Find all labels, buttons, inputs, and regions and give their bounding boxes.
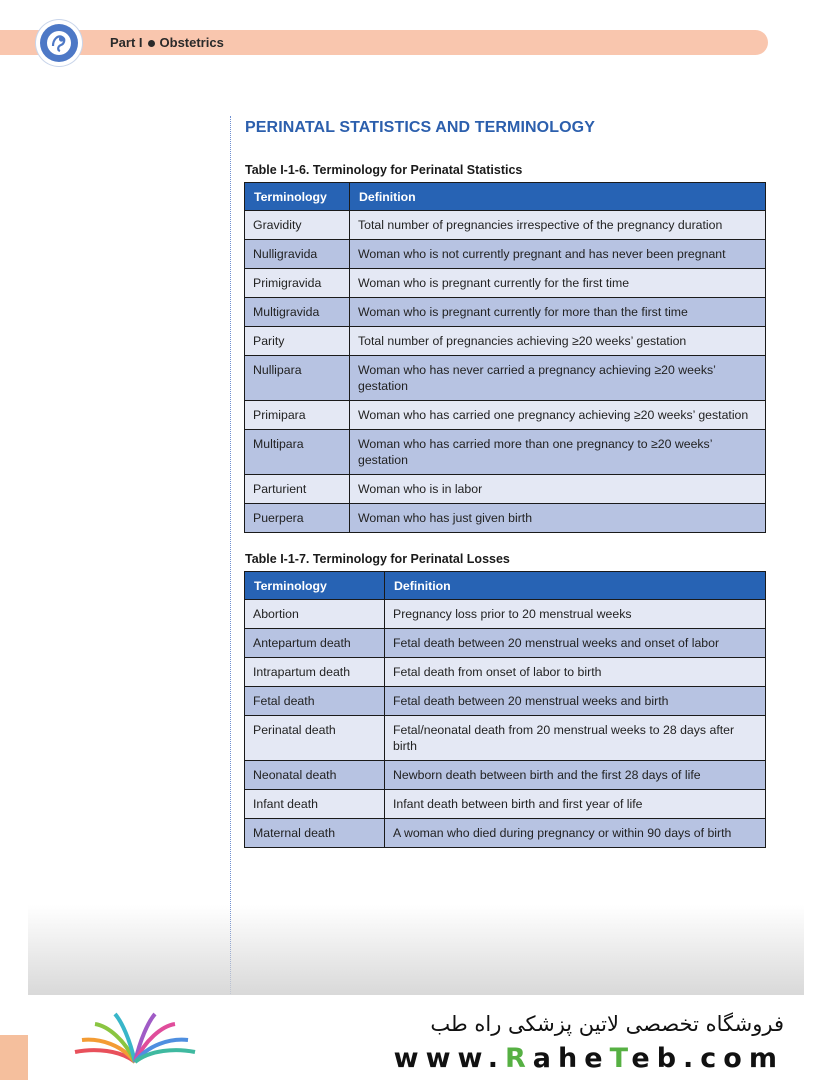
perinatal-losses-table	[244, 571, 766, 848]
definition-cell: A woman who died during pregnancy or within 90 days of birth	[385, 819, 766, 848]
term-cell: Intrapartum death	[245, 658, 385, 687]
term-cell: Parturient	[245, 475, 350, 504]
footer-color-strip	[0, 1035, 28, 1080]
table-row	[245, 629, 766, 658]
footer-url	[394, 1043, 784, 1074]
table-row	[245, 298, 766, 327]
url-r: R	[505, 1043, 533, 1074]
term-cell: Nullipara	[245, 356, 350, 401]
part-label: Part I	[110, 35, 143, 50]
definition-cell: Woman who is pregnant currently for the first time	[350, 269, 766, 298]
table-row	[245, 327, 766, 356]
definition-cell: Fetal death between 20 menstrual weeks and birth	[385, 687, 766, 716]
url-prefix: www.	[393, 1043, 505, 1074]
margin-rule	[230, 116, 231, 994]
table-header-row	[245, 183, 766, 211]
url-eb: eb	[631, 1043, 684, 1074]
perinatal-statistics-table	[244, 182, 766, 533]
table-row	[245, 819, 766, 848]
table-row	[245, 687, 766, 716]
definition-cell: Woman who is in labor	[350, 475, 766, 504]
table-row	[245, 240, 766, 269]
running-header	[110, 35, 224, 50]
column-header-terminology: Terminology	[245, 183, 350, 211]
definition-cell: Woman who has just given birth	[350, 504, 766, 533]
definition-cell: Newborn death between birth and the first 28 days of life	[385, 761, 766, 790]
term-cell: Perinatal death	[245, 716, 385, 761]
section-title: PERINATAL STATISTICS AND TERMINOLOGY	[245, 119, 595, 136]
column-header-definition: Definition	[385, 572, 766, 600]
term-cell: Primigravida	[245, 269, 350, 298]
definition-cell: Woman who is not currently pregnant and has never been pregnant	[350, 240, 766, 269]
table-row	[245, 658, 766, 687]
obstetrics-logo-icon	[36, 20, 82, 66]
url-t: T	[609, 1043, 632, 1074]
definition-cell: Total number of pregnancies irrespective of the pregnancy duration	[350, 211, 766, 240]
table1-caption: Table I-1-6. Terminology for Perinatal Statistics	[245, 163, 523, 177]
page-shadow	[28, 905, 804, 995]
term-cell: Maternal death	[245, 819, 385, 848]
book-logo-icon	[70, 1010, 200, 1070]
term-cell: Fetal death	[245, 687, 385, 716]
column-header-terminology: Terminology	[245, 572, 385, 600]
term-cell: Gravidity	[245, 211, 350, 240]
table-header-row	[245, 572, 766, 600]
column-header-definition: Definition	[350, 183, 766, 211]
table-row	[245, 716, 766, 761]
definition-cell: Woman who is pregnant currently for more than the first time	[350, 298, 766, 327]
table-row	[245, 430, 766, 475]
definition-cell: Woman who has never carried a pregnancy achieving ≥20 weeks’ gestation	[350, 356, 766, 401]
table-row	[245, 269, 766, 298]
definition-cell: Woman who has carried more than one pregnancy to ≥20 weeks’ gestation	[350, 430, 766, 475]
definition-cell: Total number of pregnancies achieving ≥20 weeks’ gestation	[350, 327, 766, 356]
definition-cell: Infant death between birth and first year of life	[385, 790, 766, 819]
table2-caption: Table I-1-7. Terminology for Perinatal Losses	[245, 552, 510, 566]
term-cell: Infant death	[245, 790, 385, 819]
term-cell: Puerpera	[245, 504, 350, 533]
table-row	[245, 475, 766, 504]
table-row	[245, 790, 766, 819]
url-ahe: ahe	[532, 1043, 610, 1074]
definition-cell: Fetal death from onset of labor to birth	[385, 658, 766, 687]
term-cell: Antepartum death	[245, 629, 385, 658]
definition-cell: Fetal/neonatal death from 20 menstrual weeks to 28 days after birth	[385, 716, 766, 761]
term-cell: Parity	[245, 327, 350, 356]
term-cell: Multipara	[245, 430, 350, 475]
definition-cell: Fetal death between 20 menstrual weeks and onset of labor	[385, 629, 766, 658]
definition-cell: Pregnancy loss prior to 20 menstrual weeks	[385, 600, 766, 629]
term-cell: Nulligravida	[245, 240, 350, 269]
bullet-dot-icon	[148, 40, 155, 47]
table-row	[245, 761, 766, 790]
table-row	[245, 356, 766, 401]
table-row	[245, 504, 766, 533]
table-row	[245, 600, 766, 629]
footer-store-name: فروشگاه تخصصی لاتین پزشکی راه طب	[430, 1012, 784, 1036]
table-row	[245, 211, 766, 240]
definition-cell: Woman who has carried one pregnancy achieving ≥20 weeks’ gestation	[350, 401, 766, 430]
section-label: Obstetrics	[159, 35, 224, 50]
term-cell: Primipara	[245, 401, 350, 430]
table-row	[245, 401, 766, 430]
url-suffix: .com	[683, 1043, 784, 1074]
term-cell: Neonatal death	[245, 761, 385, 790]
term-cell: Multigravida	[245, 298, 350, 327]
term-cell: Abortion	[245, 600, 385, 629]
